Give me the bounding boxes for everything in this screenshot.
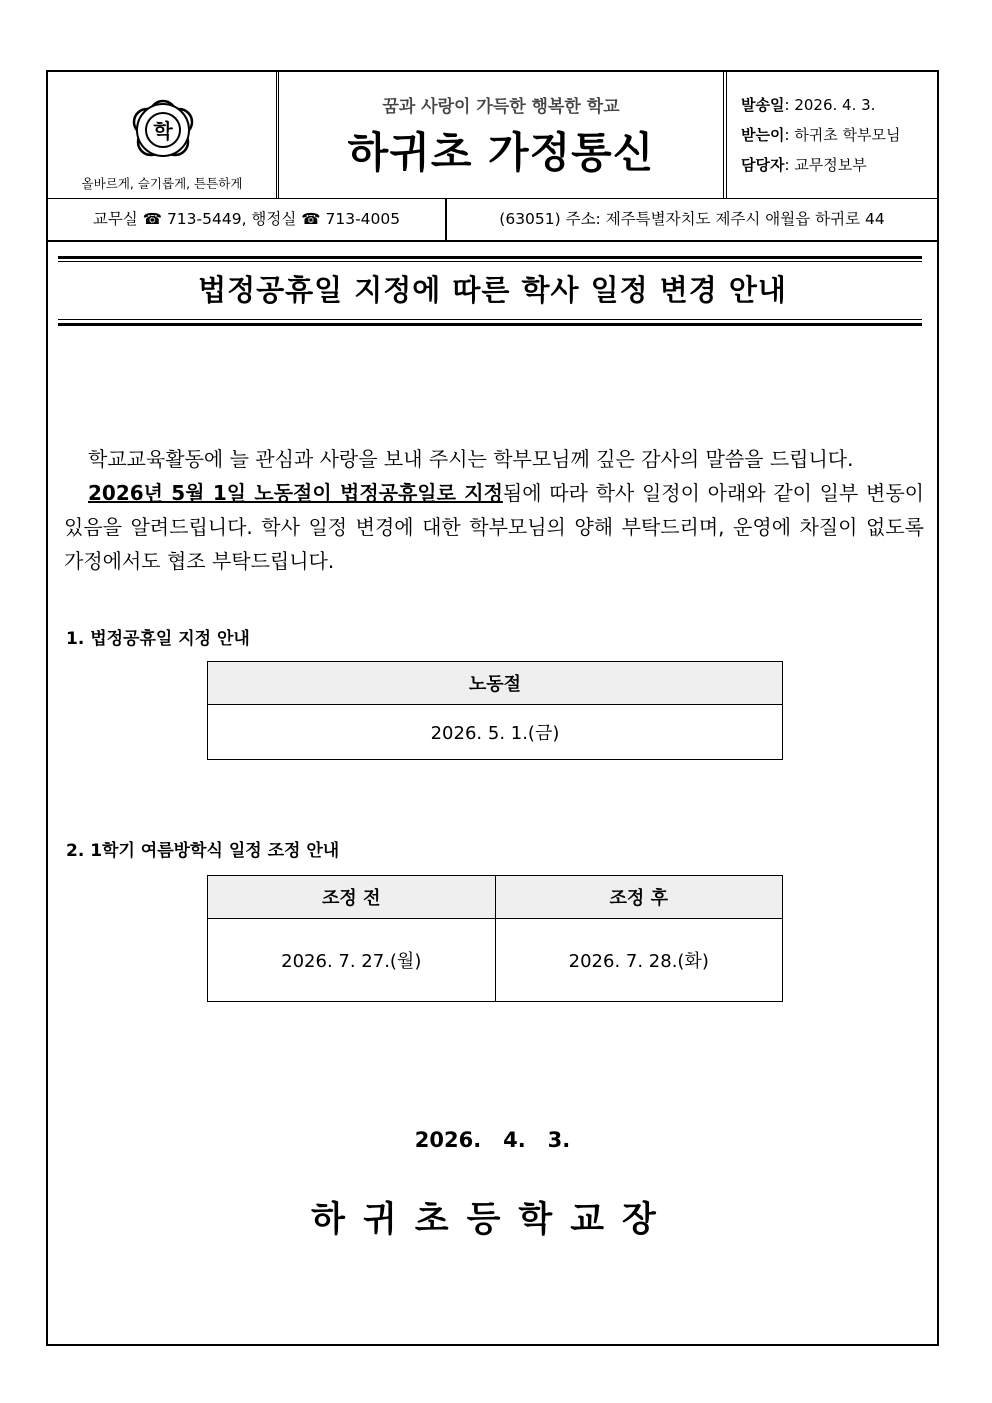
document-title: 법정공휴일 지정에 따른 학사 일정 변경 안내 (198, 273, 787, 307)
manager-value: 교무정보부 (794, 156, 867, 174)
col-before-header: 조정 전 (208, 876, 496, 919)
info-cell (726, 72, 938, 198)
newsletter-title: 하귀초 가정통신 (347, 128, 655, 177)
principal-signature: 하귀초등학교장 (311, 1200, 674, 1240)
manager-label: 담당자 (741, 156, 785, 174)
issue-date-line: 발송일: 2026. 4. 3. (741, 96, 876, 114)
notice-text: 됨에 따라 학사 일정이 아래와 같이 일부 변동이 있음을 알려드립니다. 학사 일정 변경에 대한 학부모님의 양해 부탁드리며, 운영에 차질이 없도록 가정에서도 협조 부탁드립니다. (64, 481, 924, 573)
recipient-value: 하귀초 학부모님 (794, 126, 901, 144)
schedule-table (207, 875, 783, 1002)
school-address: (63051) 주소: 제주특별자치도 제주시 애월읍 하귀로 44 (499, 210, 885, 228)
before-date-cell: 2026. 7. 27.(월) (208, 919, 496, 1002)
title-cell (278, 72, 724, 198)
recipient-line: 받는이: 하귀초 학부모님 (741, 126, 901, 144)
phone-numbers: 교무실 ☎ 713-5449, 행정실 ☎ 713-4005 (48, 198, 447, 240)
title-rule-bottom (58, 323, 922, 326)
closing-date: 2026. 4. 3. (414, 1128, 571, 1152)
logo-cell (48, 72, 277, 198)
holiday-table (207, 661, 783, 760)
col-after-header: 조정 후 (495, 876, 783, 919)
holiday-date-cell: 2026. 5. 1.(금) (208, 705, 783, 760)
title-rule-top-thin (58, 261, 922, 262)
notice-paragraph (64, 476, 924, 578)
section2-heading: 2. 1학기 여름방학식 일정 조정 안내 (66, 841, 340, 861)
school-slogan: 꿈과 사랑이 가득한 행복한 학교 (382, 97, 620, 117)
manager-line: 담당자: 교무정보부 (741, 156, 867, 174)
greeting-paragraph: 학교교육활동에 늘 관심과 사랑을 보내 주시는 학부모님께 깊은 감사의 말씀을 드립니다. (88, 447, 854, 471)
document-frame (46, 70, 939, 1346)
school-motto: 올바르게, 슬기롭게, 튼튼하게 (81, 176, 243, 191)
letterhead (48, 72, 937, 199)
issue-date-label: 발송일 (741, 96, 785, 114)
title-rule-bottom-thin (58, 319, 922, 320)
recipient-label: 받는이 (741, 126, 785, 144)
after-date-cell: 2026. 7. 28.(화) (495, 919, 783, 1002)
section1-heading: 1. 법정공휴일 지정 안내 (66, 629, 250, 649)
title-rule-top (58, 256, 922, 259)
holiday-highlight: 2026년 5월 1일 노동절이 법정공휴일로 지정 (88, 481, 503, 505)
contact-row (48, 198, 937, 242)
holiday-table-header: 노동절 (208, 662, 783, 705)
school-emblem-icon (123, 90, 203, 170)
issue-date-value: 2026. 4. 3. (794, 96, 876, 114)
emblem-letter: 학 (153, 119, 173, 143)
